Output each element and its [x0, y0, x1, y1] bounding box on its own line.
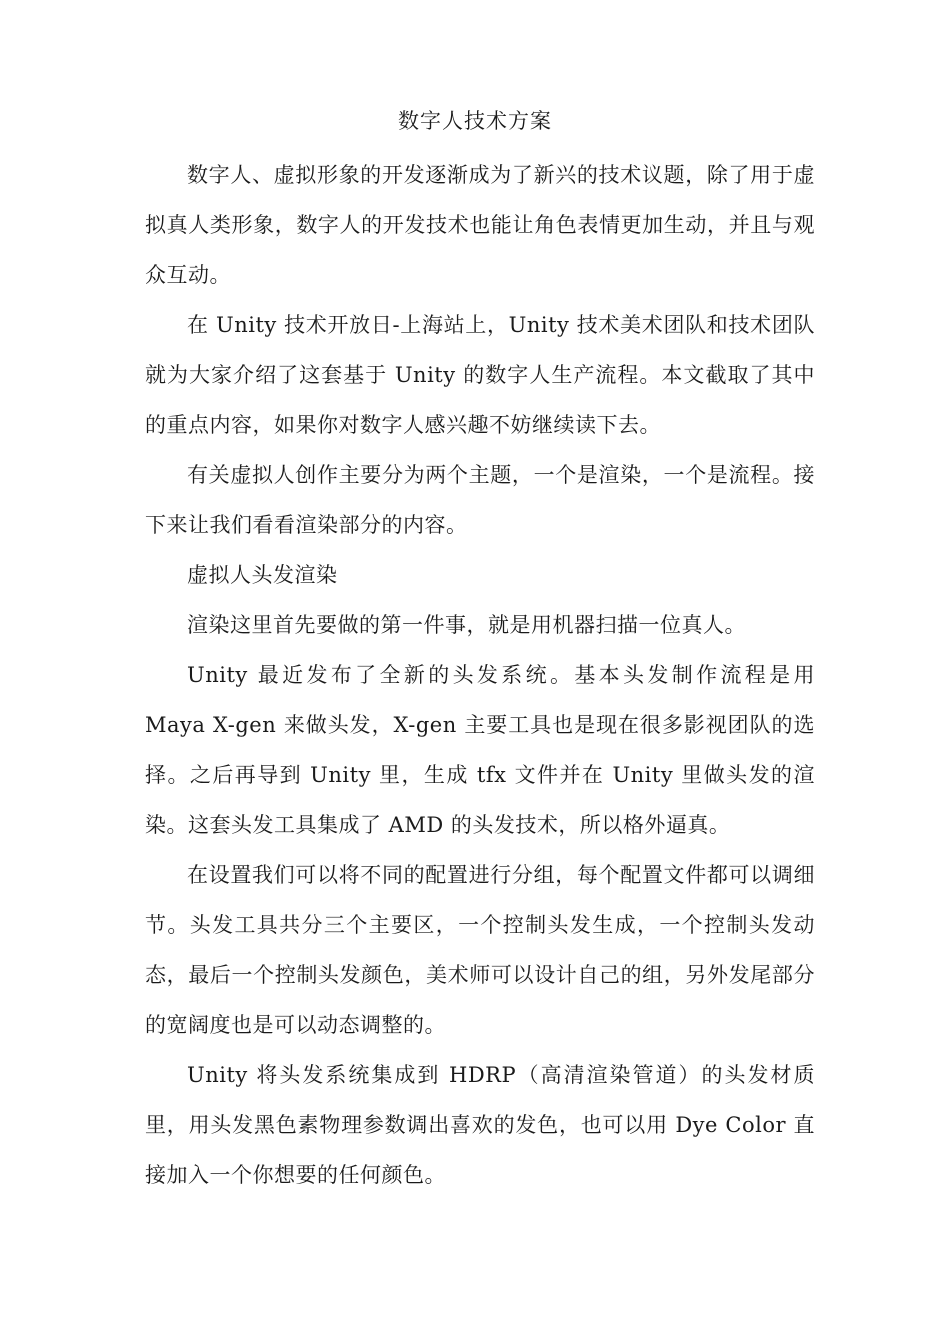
paragraph-settings: 在设置我们可以将不同的配置进行分组，每个配置文件都可以调细节。头发工具共分三个主要区，一个控制头发生成，一个控制头发动态，最后一个控制头发颜色，美术师可以设计自己的组，另外发尾部分的宽阔度也是可以动态调整的。 [145, 863, 815, 1037]
paragraph-hair-system: Unity 最近发布了全新的头发系统。基本头发制作流程是用 Maya X-gen 来做头发，X-gen 主要工具也是现在很多影视团队的选择。之后再导到 Unity 里，生成 tfx 文件并在 Unity 里做头发的渲染。这套头发工具集成了 AMD 的头发技术，所以格外逼真。 [145, 663, 815, 837]
paragraph-intro: 数字人、虚拟形象的开发逐渐成为了新兴的技术议题，除了用于虚拟真人类形象，数字人的开发技术也能让角色表情更加生动，并且与观众互动。 [145, 163, 815, 287]
document-title: 数字人技术方案 [398, 109, 552, 133]
document-body [145, 150, 815, 1200]
paragraph-scan: 渲染这里首先要做的第一件事，就是用机器扫描一位真人。 [187, 613, 746, 637]
paragraph-hdrp: Unity 将头发系统集成到 HDRP（高清渲染管道）的头发材质里，用头发黑色素物理参数调出喜欢的发色，也可以用 Dye Color 直接加入一个你想要的任何颜色。 [145, 1063, 815, 1187]
paragraph-topics: 有关虚拟人创作主要分为两个主题，一个是渲染，一个是流程。接下来让我们看看渲染部分的内容。 [145, 463, 815, 537]
paragraph-open-day: 在 Unity 技术开放日-上海站上，Unity 技术美术团队和技术团队就为大家介绍了这套基于 Unity 的数字人生产流程。本文截取了其中的重点内容，如果你对数字人感兴趣不妨继续读下去。 [145, 313, 815, 437]
section-heading-hair-rendering: 虚拟人头发渲染 [187, 563, 338, 587]
